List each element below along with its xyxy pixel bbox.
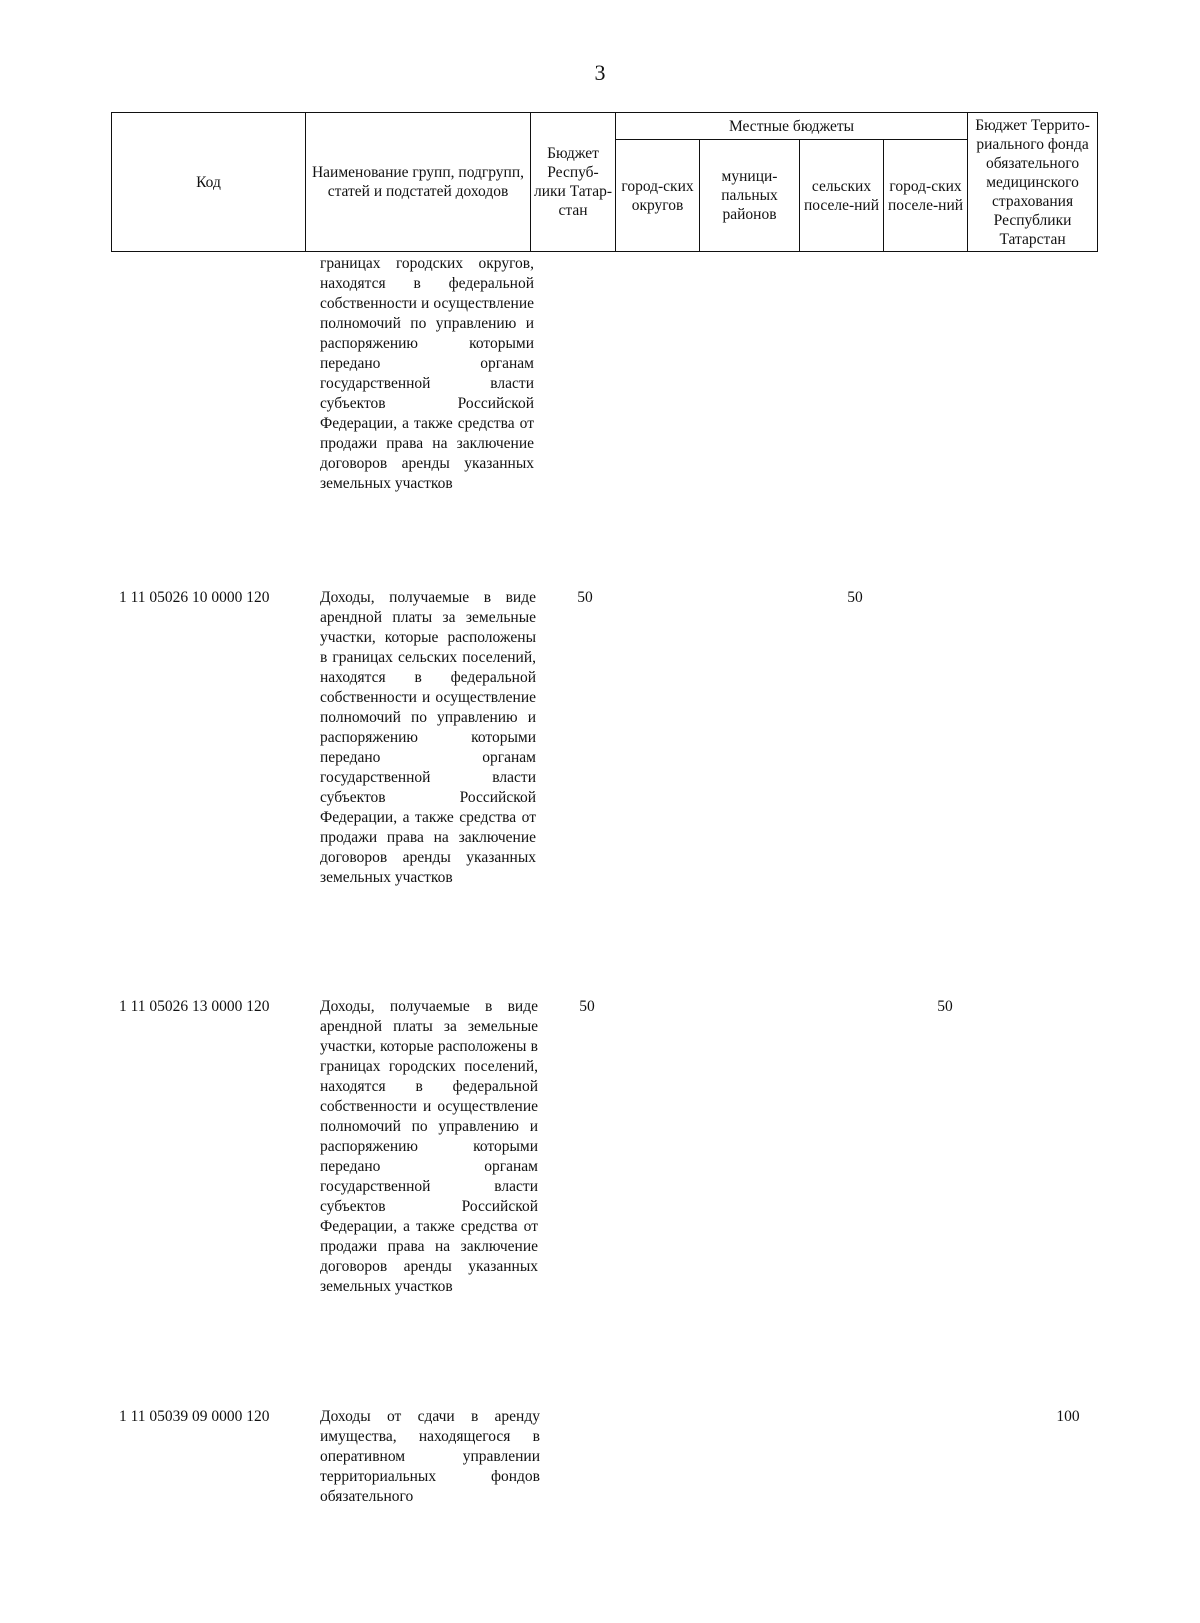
header-rural-settlements: сельских поселе-ний <box>800 140 884 252</box>
header-tfoms-budget: Бюджет Террито-риального фонда обязательного медицинского страхования Республики Татарстан <box>968 113 1098 252</box>
row-0-description: границах городских округов, находятся в федеральной собственности и осуществление полномочий по управлению и распоряжению которыми передано органам государственной власти субъектов Российской Федерации, а также средства от продажи права на заключение договоров аренды указанных земельных участков <box>320 255 534 492</box>
row-2-description: Доходы, получаемые в виде арендной платы за земельные участки, которые расположены в границах городских поселений, находятся в федеральной собственности и осуществление полномочий по управлению и распоряжению которыми передано органам государственной власти субъектов Российской Федерации, а также средства от продажи права на заключение договоров аренды указанных земельных участков <box>320 998 538 1295</box>
header-urban-settlements: город-ских поселе-ний <box>884 140 968 252</box>
row-3-tfoms-value: 100 <box>1056 1408 1080 1425</box>
header-municipal-districts: муници-пальных районов <box>700 140 800 252</box>
row-2-urban-value: 50 <box>937 998 953 1015</box>
row-1-description: Доходы, получаемые в виде арендной платы за земельные участки, которые расположены в границах сельских поселений, находятся в федеральной собственности и осуществление полномочий по управлению и распоряжению которыми передано органам государственной власти субъектов Российской Федерации, а также средства от продажи права на заключение договоров аренды указанных земельных участков <box>320 589 536 886</box>
header-name: Наименование групп, подгрупп, статей и подстатей доходов <box>306 113 531 252</box>
row-1-republic-value: 50 <box>577 589 593 606</box>
row-2-republic-value: 50 <box>579 998 595 1015</box>
page-number: 3 <box>594 60 606 85</box>
row-3-description: Доходы от сдачи в аренду имущества, находящегося в оперативном управлении территориальных фондов обязательного <box>320 1408 540 1505</box>
row-1-rural-value: 50 <box>847 589 863 606</box>
row-2-code: 1 11 05026 13 0000 120 <box>119 998 270 1015</box>
header-code: Код <box>112 113 306 252</box>
header-city-districts: город-ских округов <box>616 140 700 252</box>
header-local-budgets: Местные бюджеты <box>616 113 968 140</box>
row-1-code: 1 11 05026 10 0000 120 <box>119 589 270 606</box>
header-republic-budget: Бюджет Респуб-лики Татар-стан <box>531 113 616 252</box>
row-3-code: 1 11 05039 09 0000 120 <box>119 1408 270 1425</box>
table-header <box>111 112 1098 252</box>
